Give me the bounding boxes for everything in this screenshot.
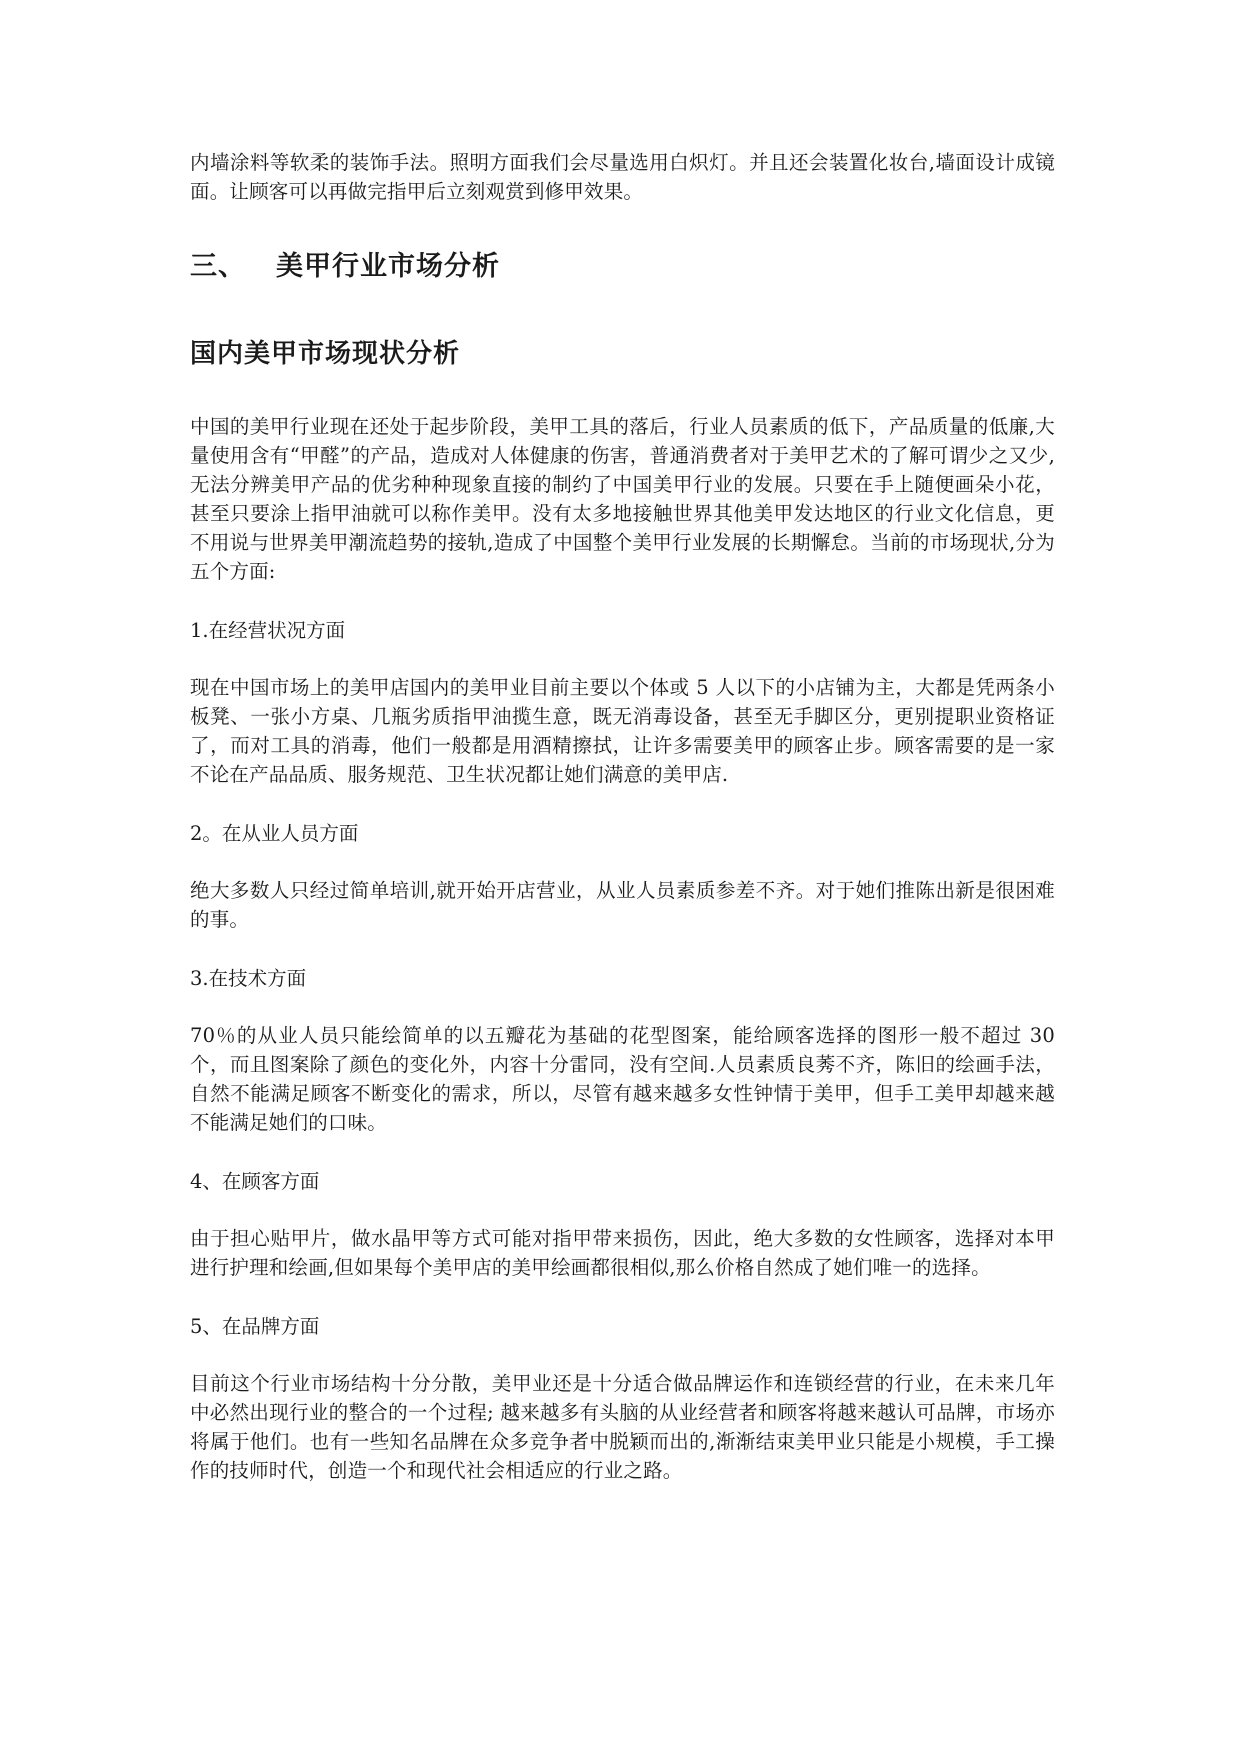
item-body-customers: 由于担心贴甲片，做水晶甲等方式可能对指甲带来损伤，因此，绝大多数的女性顾客，选择对本甲进行护理和绘画,但如果每个美甲店的美甲绘画都很相似,那么价格自然成了她们唯一的选择。 xyxy=(190,1227,1055,1279)
item-body-staff: 绝大多数人只经过简单培训,就开始开店营业，从业人员素质参差不齐。对于她们推陈出新是很困难的事。 xyxy=(190,879,1055,931)
document-body xyxy=(190,148,1055,1485)
subsection-heading: 国内美甲市场现状分析 xyxy=(190,339,461,369)
item-title-brand: 5、在品牌方面 xyxy=(190,1315,320,1338)
intro-paragraph: 内墙涂料等软柔的装饰手法。照明方面我们会尽量选用白炽灯。并且还会装置化妆台,墙面设计成镜面。让顾客可以再做完指甲后立刻观赏到修甲效果。 xyxy=(190,151,1055,203)
overview-paragraph: 中国的美甲行业现在还处于起步阶段，美甲工具的落后，行业人员素质的低下，产品质量的低廉,大量使用含有“甲醛”的产品，造成对人体健康的伤害，普通消费者对于美甲艺术的了解可谓少之又少,无法分辨美甲产品的优劣种种现象直接的制约了中国美甲行业的发展。只要在手上随便画朵小花，甚至只要涂上指甲油就可以称作美甲。没有太多地接触世界其他美甲发达地区的行业文化信息，更不用说与世界美甲潮流趋势的接轨,造成了中国整个美甲行业发展的长期懈怠。当前的市场现状,分为五个方面: xyxy=(190,415,1055,583)
item-body-operations: 现在中国市场上的美甲店国内的美甲业目前主要以个体或 5 人以下的小店铺为主，大都是凭两条小板凳、一张小方桌、几瓶劣质指甲油揽生意，既无消毒设备，甚至无手脚区分，更别提职业资格证了，而对工具的消毒，他们一般都是用酒精擦拭，让许多需要美甲的顾客止步。顾客需要的是一家不论在产品品质、服务规范、卫生状况都让她们满意的美甲店. xyxy=(190,676,1055,786)
item-title-operations: 1.在经营状况方面 xyxy=(190,619,346,642)
item-title-staff: 2。在从业人员方面 xyxy=(190,822,359,845)
item-body-brand: 目前这个行业市场结构十分分散，美甲业还是十分适合做品牌运作和连锁经营的行业，在未来几年中必然出现行业的整合的一个过程; 越来越多有头脑的从业经营者和顾客将越来越认可品牌，市场亦将属于他们。也有一些知名品牌在众多竞争者中脱颖而出的,渐渐结束美甲业只能是小规模，手工操作的技师时代，创造一个和现代社会相适应的行业之路。 xyxy=(190,1372,1055,1482)
item-title-technology: 3.在技术方面 xyxy=(190,967,307,990)
section-title: 美甲行业市场分析 xyxy=(276,251,500,282)
item-body-technology: 70％的从业人员只能绘简单的以五瓣花为基础的花型图案，能给顾客选择的图形一般不超过 30 个，而且图案除了颜色的变化外，内容十分雷同，没有空间.人员素质良莠不齐，陈旧的绘画手法，自然不能满足顾客不断变化的需求，所以，尽管有越来越多女性钟情于美甲，但手工美甲却越来越不能满足她们的口味。 xyxy=(190,1024,1055,1134)
section-number: 三、 xyxy=(190,251,246,282)
item-title-customers: 4、在顾客方面 xyxy=(190,1170,320,1193)
section-heading xyxy=(190,247,1055,287)
